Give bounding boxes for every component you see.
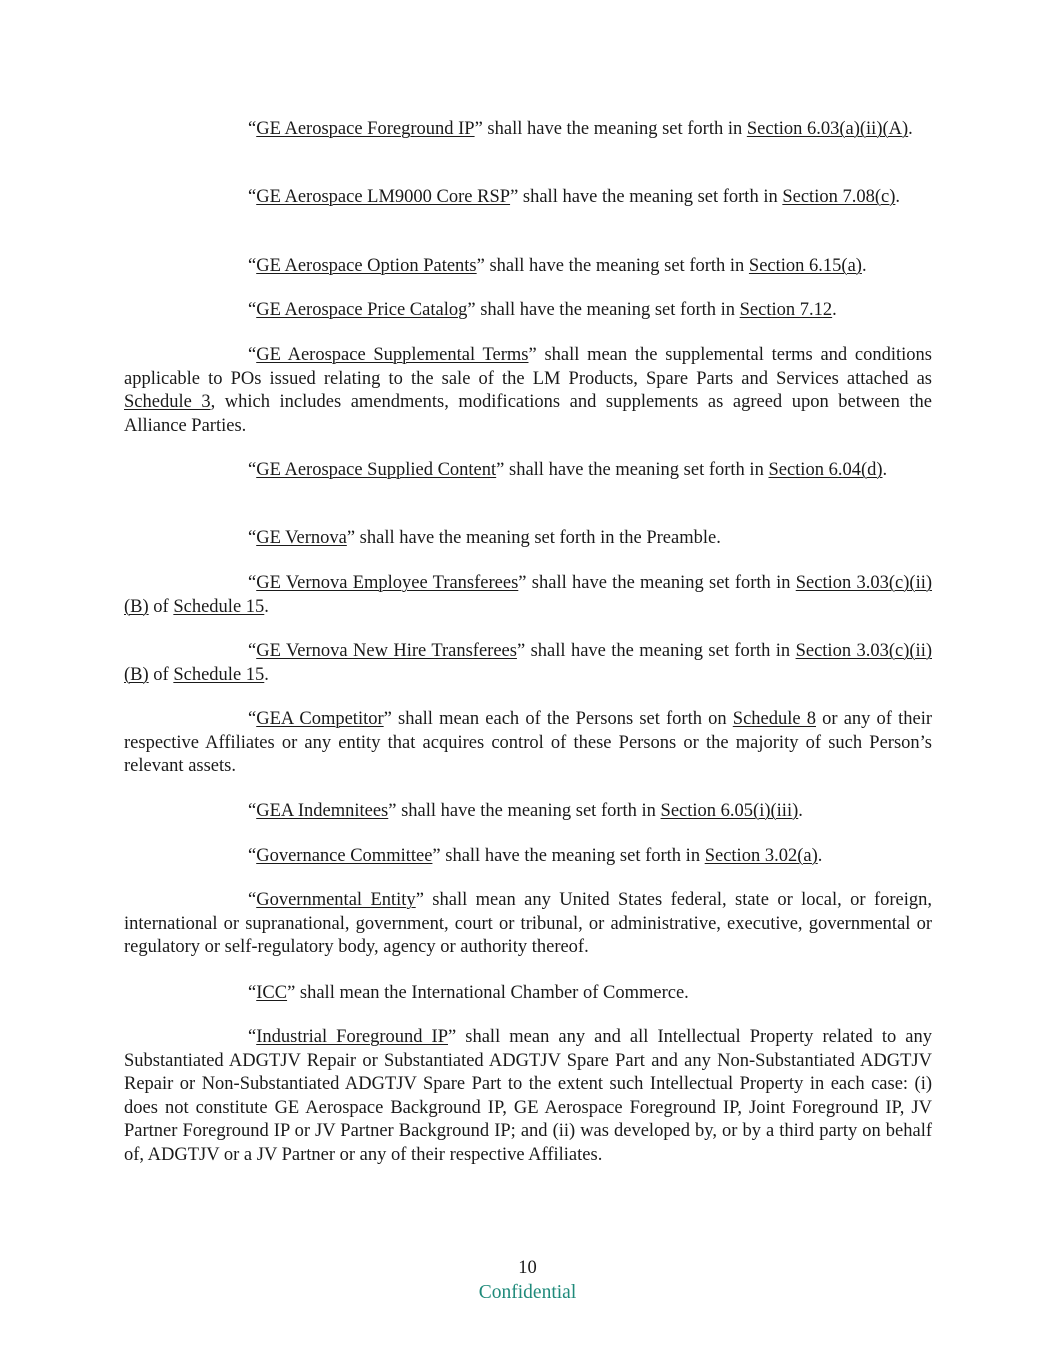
defined-term: Industrial Foreground IP (256, 1027, 448, 1047)
definition-text: ” shall mean the International Chamber of Commerce. (287, 983, 689, 1003)
definition-ge-aerospace-supplied-content (124, 459, 932, 483)
open-quote: “ (248, 890, 257, 910)
definition-industrial-foreground-ip (124, 1026, 932, 1168)
definition-text-end: . (264, 664, 269, 685)
defined-term: GE Aerospace Supplied Content (256, 460, 497, 480)
definition-gea-competitor (124, 708, 932, 779)
definition-ge-aerospace-foreground-ip (124, 118, 932, 142)
definition-text-end: or any of their respective Affiliates or any entity that acquires control of these Persons or the majority of such Person’s relevant assets. (124, 709, 933, 777)
defined-term: GE Aerospace Price Catalog (256, 300, 468, 320)
definition-text-end: . (817, 846, 823, 866)
definition-governmental-entity (124, 889, 932, 960)
definition-text: ” shall have the meaning set forth in the Preamble. (346, 528, 721, 548)
definition-text-end: . (895, 187, 900, 207)
definition-text: ” shall have the meaning set forth in (476, 256, 749, 276)
cross-reference: Section 6.03(a)(ii)(A) (746, 119, 909, 139)
defined-term: ICC (256, 983, 288, 1003)
open-quote: “ (248, 460, 257, 480)
defined-term: GE Aerospace Foreground IP (256, 119, 475, 139)
definition-text: ” shall mean the supplemental terms and conditions applicable to POs issued relating to the sale of the LM Products, Spare Parts and Services attached as (124, 345, 932, 389)
open-quote: “ (248, 345, 257, 365)
open-quote: “ (248, 256, 257, 276)
definition-text-join: of (148, 664, 174, 685)
cross-reference: Schedule 8 (732, 709, 816, 729)
defined-term: GE Vernova Employee Transferees (256, 573, 519, 593)
definition-text-end: . (832, 300, 837, 320)
definition-text: ” shall have the meaning set forth in (510, 187, 783, 207)
definition-text-end: . (798, 801, 803, 821)
defined-term: GE Vernova (256, 528, 347, 548)
definition-ge-aerospace-lm9000-core-rsp (124, 186, 932, 210)
cross-reference: Section 3.03(c)(ii)(B) (124, 573, 933, 617)
open-quote: “ (248, 709, 257, 729)
definition-text-end: . (882, 460, 888, 480)
definition-ge-vernova-new-hire-transferees (124, 640, 932, 687)
definition-text: ” shall have the meaning set forth in (496, 460, 769, 480)
definition-governance-committee (124, 845, 932, 869)
cross-reference-schedule: Schedule 15 (173, 664, 265, 685)
open-quote: “ (248, 846, 257, 866)
definition-text: ” shall mean each of the Persons set forth on (383, 709, 733, 729)
open-quote: “ (248, 1027, 257, 1047)
definition-text-end: . (908, 119, 913, 139)
definition-text: ” shall have the meaning set forth in (432, 846, 705, 866)
cross-reference: Section 7.12 (739, 300, 833, 320)
definition-ge-vernova-employee-transferees (124, 572, 932, 619)
cross-reference: Schedule 3 (124, 392, 211, 413)
definition-text: ” shall have the meaning set forth in (518, 573, 796, 593)
definition-ge-vernova (124, 527, 932, 551)
definition-text-end: . (264, 596, 269, 617)
defined-term: GEA Indemnitees (256, 801, 389, 821)
defined-term: GE Aerospace Option Patents (256, 256, 477, 276)
open-quote: “ (248, 801, 257, 821)
defined-term: GE Vernova New Hire Transferees (256, 641, 517, 661)
cross-reference: Section 6.15(a) (748, 256, 862, 276)
confidential-label: Confidential (478, 1282, 577, 1303)
open-quote: “ (248, 119, 257, 139)
defined-term: GE Aerospace LM9000 Core RSP (256, 187, 511, 207)
definition-text-join: of (148, 596, 174, 617)
definition-text: ” shall have the meaning set forth in (388, 801, 661, 821)
open-quote: “ (248, 187, 257, 207)
definition-ge-aerospace-price-catalog (124, 299, 932, 323)
definition-text: ” shall have the meaning set forth in (516, 641, 796, 661)
definition-text: ” shall have the meaning set forth in (474, 119, 747, 139)
open-quote: “ (248, 300, 257, 320)
cross-reference-schedule: Schedule 15 (173, 596, 265, 617)
cross-reference: Section 6.05(i)(iii) (660, 801, 799, 821)
definition-icc (124, 982, 932, 1006)
cross-reference: Section 3.03(c)(ii)(B) (124, 641, 932, 685)
definition-text-end: . (861, 256, 867, 276)
open-quote: “ (248, 528, 257, 548)
open-quote: “ (248, 573, 257, 593)
definition-text: ” shall have the meaning set forth in (467, 300, 740, 320)
open-quote: “ (248, 641, 257, 661)
open-quote: “ (248, 983, 257, 1003)
definition-text: ” shall mean any United States federal, state or local, or foreign, international or supranational, government, court or tribunal, or administrative, executive, governmental or regulatory or self-regulatory body, agency or authority thereof. (124, 890, 932, 958)
cross-reference: Section 6.04(d) (768, 460, 883, 480)
page-number: 10 (518, 1258, 537, 1278)
definition-ge-aerospace-supplemental-terms (124, 344, 932, 438)
definition-text: ” shall mean any and all Intellectual Property related to any Substantiated ADGTJV Repair or Substantiated ADGTJV Spare Part and any Non-Substantiated ADGTJV Repair or Non-Substantiated ADGTJV Spare Part to the extent such Intellectual Property in each case: (i) does not constitute GE Aerospace Background IP, GE Aerospace Foreground IP, Joint Foreground IP, JV Partner Foreground IP or JV Partner Background IP; and (ii) was developed by, or by a third party on behalf of, ADGTJV or a JV Partner or any of their respective Affiliates. (124, 1027, 932, 1165)
defined-term: Governmental Entity (256, 890, 416, 910)
defined-term: GE Aerospace Supplemental Terms (256, 345, 529, 365)
defined-term: GEA Competitor (256, 709, 384, 729)
definition-gea-indemnitees (124, 800, 932, 824)
cross-reference: Section 7.08(c) (782, 187, 896, 207)
definition-text-end: , which includes amendments, modifications and supplements as agreed upon between the Alliance Parties. (124, 392, 932, 436)
defined-term: Governance Committee (256, 846, 433, 866)
definition-ge-aerospace-option-patents (124, 255, 932, 279)
cross-reference: Section 3.02(a) (704, 846, 818, 866)
